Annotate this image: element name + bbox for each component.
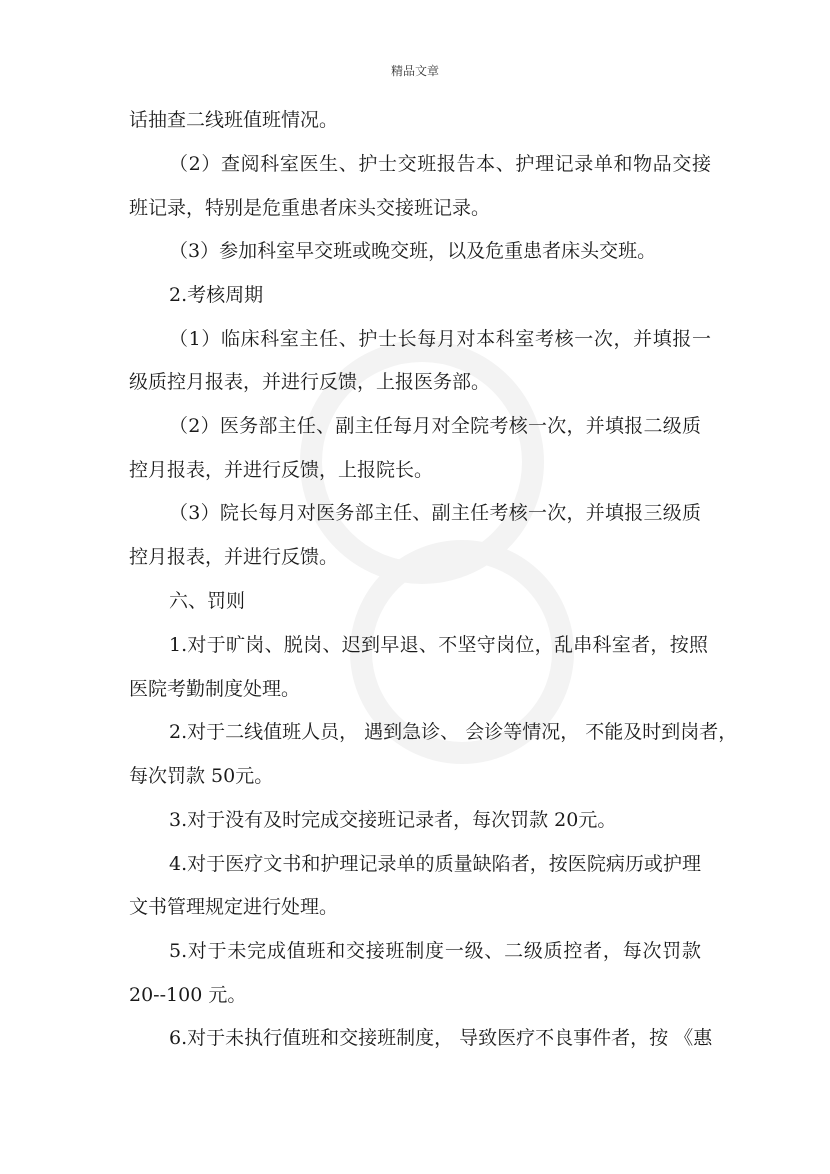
body-line-text: （2）查阅科室医生、护士交班报告本、护理记录单和物品交接 — [169, 153, 711, 175]
body-line: 控月报表，并进行反馈，上报院长。 — [129, 459, 434, 481]
body-line — [0, 1026, 830, 1050]
page-header: 精品文章 — [390, 64, 439, 78]
body-line — [0, 939, 830, 963]
body-line — [0, 327, 830, 351]
body-line-text: 4.对于医疗文书和护理记录单的质量缺陷者，按医院病历或护理 — [169, 853, 701, 875]
body-line: 3.对于没有及时完成交接班记录者，每次罚款 20元。 — [169, 809, 617, 831]
body-line-text: 1.对于旷岗、脱岗、迟到早退、不坚守岗位，乱串科室者，按照 — [169, 634, 708, 656]
body-line: 文书管理规定进行处理。 — [129, 896, 339, 918]
body-line — [0, 633, 830, 657]
body-line: 医院考勤制度处理。 — [129, 678, 301, 700]
section-heading: 2.考核周期 — [169, 284, 264, 306]
body-line-text: （3）院长每月对医务部主任、副主任考核一次，并填报三级质 — [169, 502, 701, 524]
body-line: 级质控月报表，并进行反馈，上报医务部。 — [129, 371, 491, 393]
body-line: 控月报表，并进行反馈。 — [129, 546, 339, 568]
body-line: 班记录，特别是危重患者床头交接班记录。 — [129, 197, 491, 219]
body-line — [0, 852, 830, 876]
body-line — [0, 414, 830, 438]
body-line-text: 2.对于二线值班人员， 遇到急诊、 会诊等情况， 不能及时到岗者， — [169, 721, 738, 743]
body-line: （3）参加科室早交班或晚交班，以及危重患者床头交班。 — [169, 240, 657, 262]
body-line: 20--100 元。 — [129, 984, 247, 1006]
body-line: 每次罚款 50元。 — [129, 765, 274, 787]
body-line — [0, 152, 830, 176]
body-line — [0, 720, 830, 744]
body-line: 话抽查二线班值班情况。 — [129, 109, 339, 131]
body-line-text: 6.对于未执行值班和交接班制度， 导致医疗不良事件者，按 《惠 — [169, 1027, 713, 1049]
body-line — [0, 501, 830, 525]
body-line-text: （2）医务部主任、副主任每月对全院考核一次，并填报二级质 — [169, 415, 701, 437]
body-line-text: （1）临床科室主任、护士长每月对本科室考核一次，并填报一 — [169, 328, 711, 350]
section-heading: 六、罚则 — [169, 590, 246, 612]
body-line-text: 5.对于未完成值班和交接班制度一级、二级质控者，每次罚款 — [169, 940, 701, 962]
